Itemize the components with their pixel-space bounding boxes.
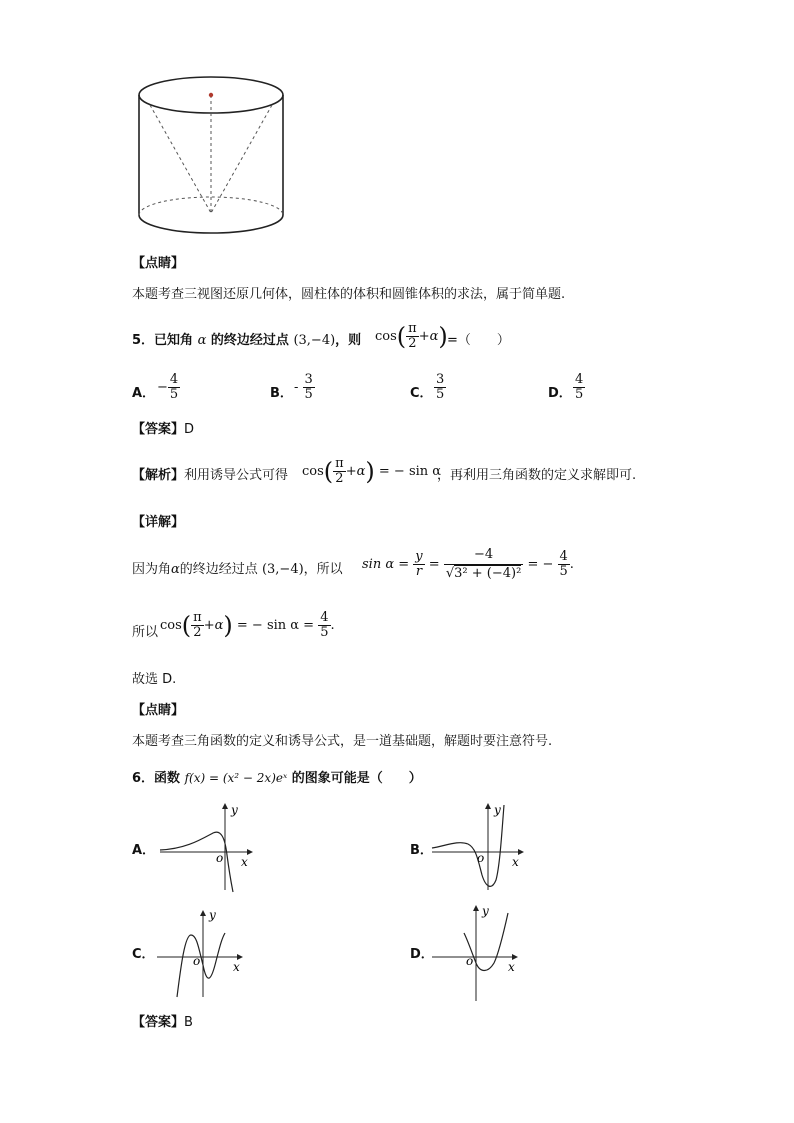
detail-text: ，所以 [303,562,343,577]
axis-x-label: x [512,855,519,869]
detail-text: 的终边经过点 [179,562,258,577]
q5-stem-part: ，则 [335,333,362,348]
q6-graph-c[interactable] [155,905,265,1000]
q6-graph-b[interactable] [430,800,540,895]
neg-sign: = − [527,557,554,572]
q6-number: 6． [132,771,155,786]
sqrt-expression: √3² + (−4)² [445,566,522,581]
q5-option-d-value [573,373,585,402]
alpha-symbol: α [171,562,180,577]
q6-answer [132,1015,193,1031]
q5-stem [132,333,361,349]
period: . [330,618,335,633]
origin-label: o [477,851,485,865]
frac-den: 2 [335,471,344,486]
q5-stem-end: =（ ） [447,333,510,348]
q6-graph-a[interactable] [155,800,265,895]
frac-den: 5 [436,387,445,402]
frac-num: π [335,456,344,471]
q6-function: f(x) = (x² − 2x)eˣ [184,771,288,785]
dianjing-label-2: 【点睛】 [132,703,185,718]
alpha-symbol: α [197,333,207,348]
q6-option-d-label[interactable]: D． [410,947,434,962]
plus-alpha: +α [418,329,439,344]
eq-neg-sin: = − sin α = [236,618,315,633]
frac-num: 4 [320,610,329,625]
frac-den: 5 [559,564,568,579]
detail-line-1 [132,562,343,578]
q6-option-a-label[interactable]: A． [132,843,156,858]
frac-den: 5 [304,387,313,402]
frac-den: 5 [575,387,584,402]
q4-note: 本题考查三视图还原几何体，圆柱体的体积和圆锥体积的求法，属于简单题. [132,287,566,302]
sign: - [294,380,299,395]
equals: = [428,557,440,572]
q6-option-b-label[interactable]: B． [410,843,433,858]
period: . [569,557,574,572]
plus-alpha: +α [345,464,366,479]
detail-label: 【详解】 [132,515,185,530]
sign: − [157,380,168,395]
frac-den: 2 [408,336,417,351]
detail-formula [362,546,574,583]
q6-stem [132,770,422,787]
frac-num: 4 [169,372,179,387]
q6-stem-part: 函数 [154,771,181,786]
cylinder-cone-figure [130,70,295,245]
analysis-text: 利用诱导公式可得 [184,468,289,483]
frac-den: 5 [169,387,179,402]
dianjing-label: 【点睛】 [132,256,185,271]
q5-cos-expression: cos( $\frac{\pi}{2}$ +α) [375,321,448,351]
frac-num: π [193,610,202,625]
q5-point: (3,−4) [293,333,336,348]
answer-value: B [184,1015,193,1030]
answer-label: 【答案】 [132,422,185,437]
frac-num: y [415,549,423,564]
origin-label: o [216,851,224,865]
so-text: 所以 [132,625,159,640]
axis-y-label: y [209,908,216,922]
frac-num: π [408,321,417,336]
analysis-formula: cos( $\frac{\pi}{2}$ +α) = − sin α [302,456,442,486]
q5-answer [132,422,194,438]
q6-graph-d[interactable] [430,905,540,1005]
eq-neg-sin: = − sin α [378,464,442,479]
frac-den: 5 [320,625,329,640]
origin-label: o [466,954,474,968]
conclusion: 故选 D. [132,672,177,687]
q5-option-a-value [157,373,180,402]
axis-x-label: x [241,855,248,869]
q5-note: 本题考查三角函数的定义和诱导公式，是一道基础题，解题时要注意符号. [132,734,553,749]
frac-den: r [415,564,423,579]
cos-func: cos [160,618,182,633]
analysis-text-end: ，再利用三角函数的定义求解即可. [437,468,637,483]
q5-option-c-label[interactable]: C． [410,386,433,401]
axis-x-label: x [233,960,240,974]
answer-value: D [184,422,195,437]
analysis-label: 【解析】 [132,468,185,483]
frac-num: 3 [304,372,313,387]
axis-y-label: y [494,803,501,817]
plus-alpha: +α [203,618,224,633]
detail-text: 因为角 [132,562,172,577]
q5-number: 5． [132,333,155,348]
cos-func: cos [302,464,324,479]
q6-stem-part: 的图象可能是（ ） [291,771,422,786]
q5-stem-part: 的终边经过点 [210,333,289,348]
axis-x-label: x [508,960,515,974]
so-formula: cos( $\frac{\pi}{2}$ +α) = − sin α = $\frac{4}{5}$ . [160,610,335,640]
q5-stem-part: 已知角 [154,333,194,348]
q5-option-d-label[interactable]: D． [548,386,572,401]
axis-y-label: y [482,904,489,918]
frac-num: 4 [575,372,584,387]
q5-option-b-label[interactable]: B． [270,386,293,401]
frac-num: −4 [444,546,523,565]
axis-y-label: y [231,803,238,817]
q6-option-c-label[interactable]: C． [132,947,155,962]
frac-num: 4 [559,549,568,564]
q5-option-a-label[interactable]: A． [132,386,156,401]
q5-option-c-value [434,373,446,402]
frac-den: 2 [193,625,202,640]
cos-func: cos [375,329,397,344]
answer-label: 【答案】 [132,1015,185,1030]
origin-label: o [193,954,201,968]
q5-analysis [132,468,288,484]
frac-num: 3 [436,372,445,387]
q5-option-b-value [294,373,315,402]
sin-alpha-eq: sin α = [362,557,410,572]
detail-point: (3,−4) [261,562,304,577]
sqrt-body: 3² + (−4)² [454,566,522,581]
